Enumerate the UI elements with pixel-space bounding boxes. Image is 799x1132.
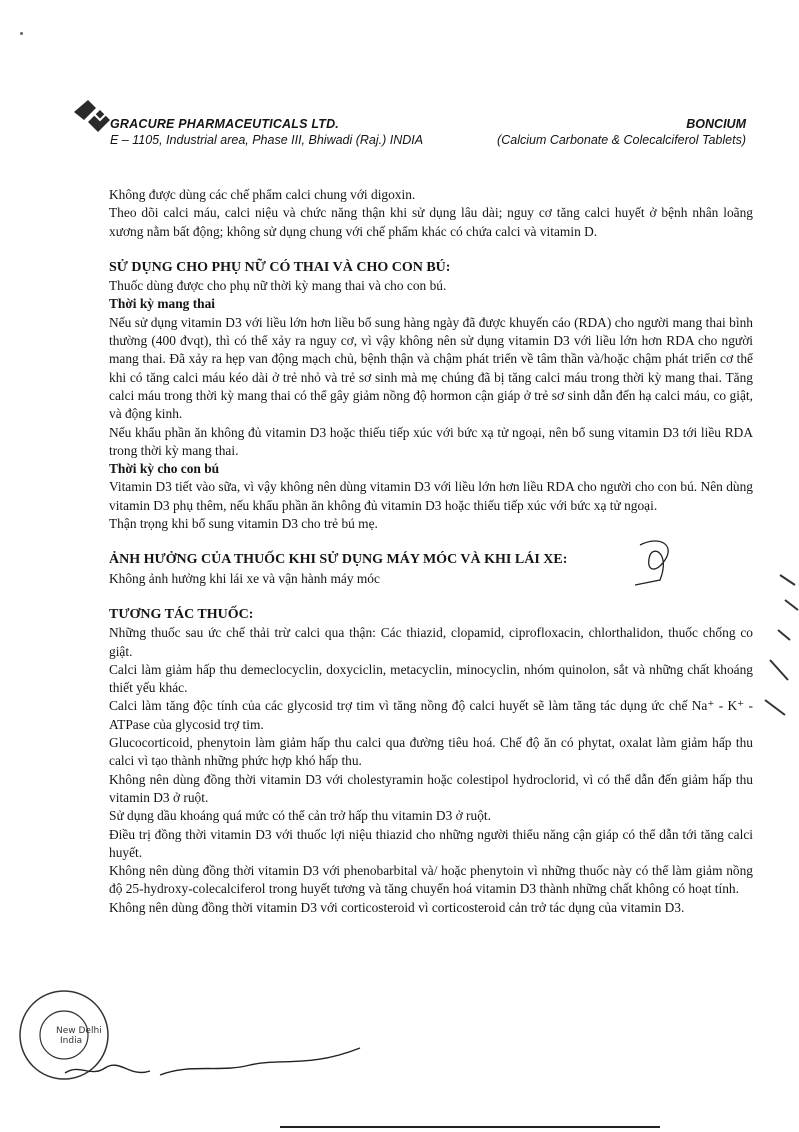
paragraph: Vitamin D3 tiết vào sữa, vì vậy không nên dùng vitamin D3 với liều lớn hơn liều RDA cho người cho con bú. Nên dùng vitamin D3 phụ thêm, nếu khẩu phần ăn không đủ vitamin D3 hoặc thiếu tiếp xúc với bức xạ tử ngoại. <box>109 479 753 513</box>
interaction-item: Không nên dùng đồng thời vitamin D3 với cholestyramin hoặc colestipol hydroclorid, vì có thể dẫn đến giảm hấp thu vitamin D3 ở ruột. <box>109 771 753 805</box>
footer-rule <box>280 1126 660 1128</box>
subheading-breastfeeding: Thời kỳ cho con bú <box>109 461 220 477</box>
svg-text:India: India <box>60 1036 83 1046</box>
product-description: (Calcium Carbonate & Colecalciferol Tablets) <box>497 133 746 147</box>
paragraph: Không được dùng các chế phẩm calci chung với digoxin. <box>109 187 416 202</box>
director-signature-icon <box>60 1033 390 1088</box>
interaction-item: Glucocorticoid, phenytoin làm giảm hấp thu calci qua đường tiêu hoá. Chế độ ăn có phytat, oxalat làm giảm hấp thu calci vì tạo thành những phức hợp khó hấp thu. <box>109 735 753 769</box>
paragraph: Nếu khẩu phần ăn không đủ vitamin D3 hoặc thiếu tiếp xúc với bức xạ tử ngoại, nên bổ sung vitamin D3 tới liều RDA trong thời kỳ mang thai. <box>109 424 753 458</box>
paragraph: Thận trọng khi bổ sung vitamin D3 cho trẻ bú mẹ. <box>109 516 378 532</box>
paragraph: Theo dõi calci máu, calci niệu và chức năng thận khi sử dụng lâu dài; nguy cơ tăng calci huyết ở bệnh nhân loãng xương nằm bất động; không sử dụng chung với chế phẩm khác có chứa calci và vitamin D. <box>109 205 753 239</box>
company-logo-icon <box>70 98 114 134</box>
interaction-item: Điều trị đồng thời vitamin D3 với thuốc lợi niệu thiazid cho những người thiểu năng cận giáp có thể dẫn tới tăng calci huyết. <box>109 826 753 860</box>
interaction-item: Những thuốc sau ức chế thải trừ calci qua thận: Các thiazid, clopamid, ciprofloxacin, chlorthalidon, thuốc chống co giật. <box>109 625 753 659</box>
section-heading-pregnancy: SỬ DỤNG CHO PHỤ NỮ CÓ THAI VÀ CHO CON BÚ: <box>109 259 451 275</box>
subheading-pregnancy: Thời kỳ mang thai <box>109 296 216 312</box>
svg-text:New Delhi: New Delhi <box>56 1026 102 1036</box>
paragraph: Không ảnh hưởng khi lái xe và vận hành máy móc <box>109 570 380 586</box>
paragraph: Nếu sử dụng vitamin D3 với liều lớn hơn liều bổ sung hàng ngày đã được khuyến cáo (RDA) cho người mang thai bình thường (400 đvqt), thì có thể xảy ra nguy cơ, vì vậy không nên sử dụng vitamin D3 với liều lớn hơn RDA cho người mang thai. Đã xảy ra hẹp van động mạch chủ, bệnh thận và chậm phát triển về tâm thần và/hoặc chậm phát triển cơ thể khi có tăng calci máu kéo dài ở trẻ nhỏ và trẻ sơ sinh mà mẹ chúng đã bị tăng calci máu trong thời kỳ mang thai. Tăng calci máu trong thời kỳ mang thai có thể gây giảm nồng độ hormon cận giáp ở trẻ sơ sinh dẫn đến hạ calci máu, co giật, và động kinh. <box>109 314 753 422</box>
scan-edge-marks <box>760 570 799 720</box>
section-heading-driving: ẢNH HƯỞNG CỦA THUỐC KHI SỬ DỤNG MÁY MÓC VÀ KHI LÁI XE: <box>109 552 568 568</box>
handwritten-initial-icon <box>630 535 690 590</box>
company-name: GRACURE PHARMACEUTICALS LTD. <box>110 117 339 131</box>
scan-speck <box>20 32 23 35</box>
interaction-item: Không nên dùng đồng thời vitamin D3 với phenobarbital và/ hoặc phenytoin vì những thuốc này có thể làm giảm nồng độ 25-hydroxy-colecalciferol trong huyết tương và tăng chuyển hoá vitamin D3 thành những chất không có hoạt tính. <box>109 863 753 897</box>
paragraph: Thuốc dùng được cho phụ nữ thời kỳ mang thai và cho con bú. <box>109 278 447 294</box>
section-heading-interactions: TƯƠNG TÁC THUỐC: <box>109 606 254 622</box>
product-name: BONCIUM <box>686 117 746 131</box>
company-address: E – 1105, Industrial area, Phase III, Bhiwadi (Raj.) INDIA <box>110 133 424 147</box>
interaction-item: Sử dụng dầu khoáng quá mức có thể cản trở hấp thu vitamin D3 ở ruột. <box>109 808 491 824</box>
interaction-item: Calci làm tăng độc tính của các glycosid trợ tim vì tăng nồng độ calci huyết sẽ làm tăng tác dụng ức chế Na⁺ - K⁺ - ATPase của glycosid trợ tim. <box>109 698 753 732</box>
interaction-item: Calci làm giảm hấp thu demeclocyclin, doxyciclin, metacyclin, minocyclin, nhóm quinolon, sắt và những chất khoáng thiết yếu khác. <box>109 661 753 696</box>
interaction-item: Không nên dùng đồng thời vitamin D3 với corticosteroid vì corticosteroid cản trở tác dụng của vitamin D3. <box>109 899 685 915</box>
